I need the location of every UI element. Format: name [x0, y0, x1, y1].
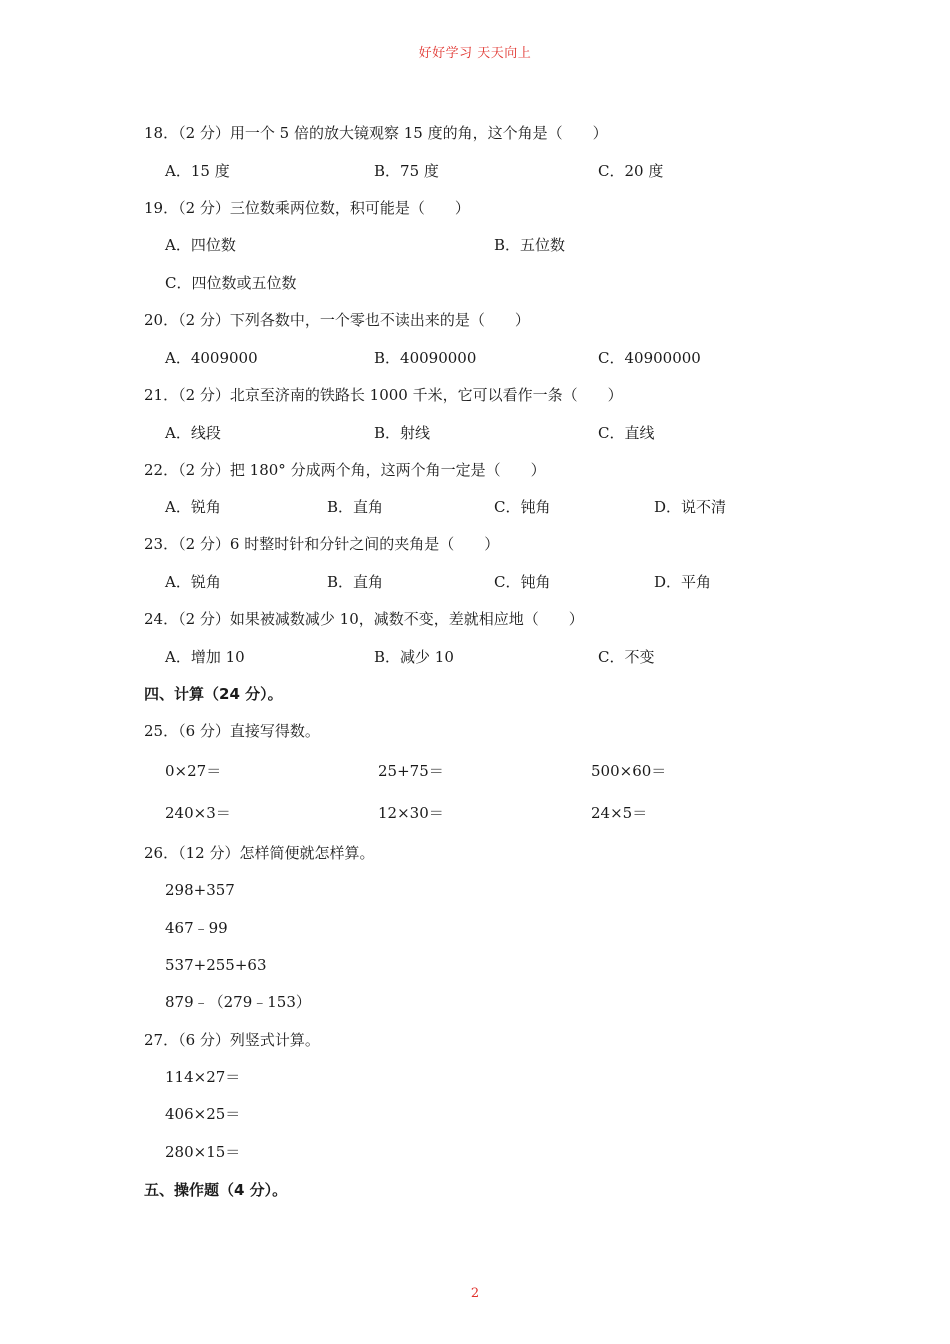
question-19-option-b: B．五位数 [494, 236, 566, 254]
question-27-expression: 406×25＝ [165, 1105, 241, 1123]
question-22-stem: 22．（2 分）把 180° 分成两个角，这两个角一定是（ ） [144, 461, 546, 479]
question-18-option-a: A．15 度 [165, 162, 230, 180]
question-25-stem: 25．（6 分）直接写得数。 [144, 722, 320, 740]
question-27-expression: 114×27＝ [165, 1068, 241, 1086]
question-23-option-d: D．平角 [654, 573, 712, 591]
question-26-expression: 537+255+63 [165, 956, 267, 974]
question-19-option-a: A．四位数 [165, 236, 236, 254]
question-25-item: 240×3＝ [165, 804, 231, 822]
question-24-option-c: C．不变 [598, 648, 655, 666]
question-21-option-a: A．线段 [165, 424, 221, 442]
question-26-expression: 298+357 [165, 881, 235, 899]
section-4-title: 四、计算（24 分）。 [144, 685, 283, 703]
question-26-stem: 26．（12 分）怎样简便就怎样算。 [144, 844, 375, 862]
question-25-item: 500×60＝ [591, 762, 667, 780]
question-19-stem: 19．（2 分）三位数乘两位数，积可能是（ ） [144, 199, 470, 217]
question-24-option-b: B．减少 10 [374, 648, 454, 666]
question-24-stem: 24．（2 分）如果被减数减少 10，减数不变，差就相应地（ ） [144, 610, 584, 628]
question-23-stem: 23．（2 分）6 时整时针和分针之间的夹角是（ ） [144, 535, 500, 553]
question-19-option-c: C．四位数或五位数 [165, 274, 297, 292]
question-18-option-c: C．20 度 [598, 162, 664, 180]
question-25-item: 0×27＝ [165, 762, 222, 780]
question-21-option-c: C．直线 [598, 424, 655, 442]
question-21-option-b: B．射线 [374, 424, 431, 442]
question-21-stem: 21．（2 分）北京至济南的铁路长 1000 千米，它可以看作一条（ ） [144, 386, 623, 404]
question-18-option-b: B．75 度 [374, 162, 439, 180]
question-24-option-a: A．增加 10 [165, 648, 245, 666]
question-23-option-b: B．直角 [327, 573, 384, 591]
question-20-option-b: B．40090000 [374, 349, 477, 367]
question-27-stem: 27．（6 分）列竖式计算。 [144, 1031, 320, 1049]
question-22-option-b: B．直角 [327, 498, 384, 516]
question-20-option-c: C．40900000 [598, 349, 701, 367]
question-23-option-a: A．锐角 [165, 573, 221, 591]
question-26-expression: 879﹣（279﹣153） [165, 993, 311, 1011]
question-20-option-a: A．4009000 [165, 349, 258, 367]
question-25-item: 24×5＝ [591, 804, 648, 822]
question-18-stem: 18．（2 分）用一个 5 倍的放大镜观察 15 度的角，这个角是（ ） [144, 124, 608, 142]
question-26-expression: 467﹣99 [165, 919, 228, 937]
question-25-item: 12×30＝ [378, 804, 444, 822]
question-25-item: 25+75＝ [378, 762, 444, 780]
section-5-title: 五、操作题（4 分）。 [144, 1181, 288, 1199]
question-20-stem: 20．（2 分）下列各数中，一个零也不读出来的是（ ） [144, 311, 530, 329]
question-22-option-c: C．钝角 [494, 498, 551, 516]
question-22-option-d: D．说不清 [654, 498, 727, 516]
question-27-expression: 280×15＝ [165, 1143, 241, 1161]
question-22-option-a: A．锐角 [165, 498, 221, 516]
page-number: 2 [470, 1286, 480, 1301]
question-23-option-c: C．钝角 [494, 573, 551, 591]
page-header: 好好学习 天天向上 [418, 46, 532, 61]
